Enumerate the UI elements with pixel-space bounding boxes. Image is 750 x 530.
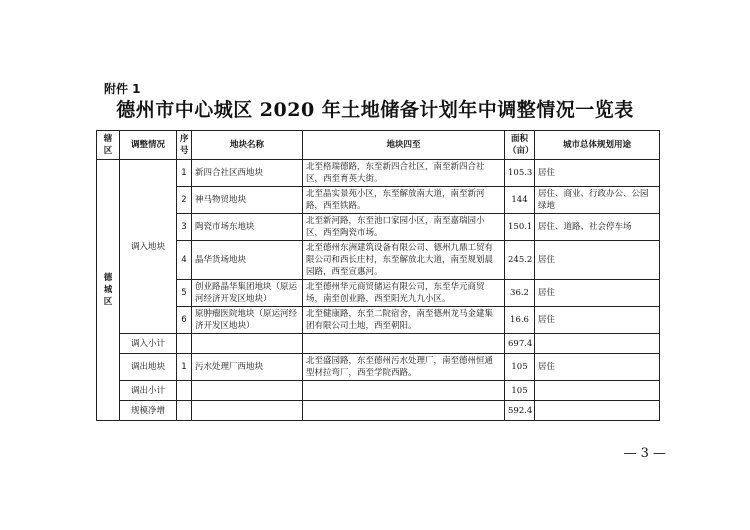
row-area: 144 — [505, 187, 535, 214]
row-seq: 1 — [177, 160, 192, 187]
row-name: 晶华货场地块 — [192, 241, 303, 280]
land-reserve-table — [96, 130, 660, 421]
row-use: 居住 — [535, 307, 660, 334]
table-row — [97, 307, 660, 334]
row-bounds: 北至健康路，东至二院宿舍，南至德州龙马金建集团有限公司土地，西至朝阳。 — [303, 307, 505, 334]
row-name: 原肿瘤医院地块（原运河经济开发区地块） — [192, 307, 303, 334]
header-district: 辖区 — [97, 131, 120, 160]
in-subtotal-label: 调入小计 — [120, 334, 177, 354]
row-use: 居住 — [535, 160, 660, 187]
out-group-label: 调出地块 — [120, 354, 177, 381]
row-bounds: 北至德州华元商贸储运有限公司，东至华元商贸场，南至创业路，西至阳光九九小区。 — [303, 280, 505, 307]
net-label: 规模净增 — [120, 401, 177, 421]
row-seq: 5 — [177, 280, 192, 307]
table-row — [97, 214, 660, 241]
row-seq: 6 — [177, 307, 192, 334]
table-row — [97, 160, 660, 187]
header-bounds: 地块四至 — [303, 131, 505, 160]
page-number: — 3 — — [623, 446, 666, 461]
row-name: 陶瓷市场东地块 — [192, 214, 303, 241]
row-bounds: 北至德州东洲建筑设备有限公司、德州九鼎工贸有限公司和西长庄村，东至解放北大道，南至规划晨园路，西至宣惠河。 — [303, 241, 505, 280]
header-area: 面积（亩） — [505, 131, 535, 160]
net-value: 592.4 — [505, 401, 535, 421]
row-bounds: 北至格瑞德路，东至新四合社区，南至新四合社区，西至育英大街。 — [303, 160, 505, 187]
table-row — [97, 187, 660, 214]
net-row — [97, 401, 660, 421]
in-subtotal-value: 697.4 — [505, 334, 535, 354]
in-group-label: 调入地块 — [120, 160, 177, 334]
row-bounds: 北至盛园路，东至德州污水处理厂，南至德州恒通型材拉弯厂，西至学院西路。 — [303, 354, 505, 381]
attachment-label: 附件 1 — [104, 82, 141, 96]
district-cell: 德城区 — [97, 160, 120, 421]
row-seq: 3 — [177, 214, 192, 241]
table-row — [97, 280, 660, 307]
out-subtotal-value: 105 — [505, 381, 535, 401]
row-name: 神马物贸地块 — [192, 187, 303, 214]
header-adjust: 调整情况 — [120, 131, 177, 160]
row-use: 居住、商业、行政办公、公园绿地 — [535, 187, 660, 214]
header-use: 城市总体规划用途 — [535, 131, 660, 160]
row-use: 居住 — [535, 280, 660, 307]
row-name: 创业路晶华集团地块（原运河经济开发区地块） — [192, 280, 303, 307]
row-area: 105.3 — [505, 160, 535, 187]
header-seq: 序号 — [177, 131, 192, 160]
row-seq: 2 — [177, 187, 192, 214]
row-area: 245.2 — [505, 241, 535, 280]
row-use: 居住、道路、社会停车场 — [535, 214, 660, 241]
row-area: 36.2 — [505, 280, 535, 307]
header-name: 地块名称 — [192, 131, 303, 160]
table-header-row — [97, 131, 660, 160]
row-seq: 4 — [177, 241, 192, 280]
page-title: 德州市中心城区 2020 年土地储备计划年中调整情况一览表 — [116, 99, 634, 121]
row-bounds: 北至晶实景苑小区，东至解放南大道，南至新河路，西至铁路。 — [303, 187, 505, 214]
table-row — [97, 354, 660, 381]
out-subtotal-label: 调出小计 — [120, 381, 177, 401]
row-area: 16.6 — [505, 307, 535, 334]
row-name: 新四合社区西地块 — [192, 160, 303, 187]
row-area: 150.1 — [505, 214, 535, 241]
row-area: 105 — [505, 354, 535, 381]
subtotal-row — [97, 381, 660, 401]
row-seq: 1 — [177, 354, 192, 381]
row-use: 居住 — [535, 241, 660, 280]
row-bounds: 北至新河路，东至池口家园小区，南至嘉瑞园小区，西至陶瓷市场。 — [303, 214, 505, 241]
subtotal-row — [97, 334, 660, 354]
row-name: 污水处理厂西地块 — [192, 354, 303, 381]
table-row — [97, 241, 660, 280]
row-use: 居住 — [535, 354, 660, 381]
